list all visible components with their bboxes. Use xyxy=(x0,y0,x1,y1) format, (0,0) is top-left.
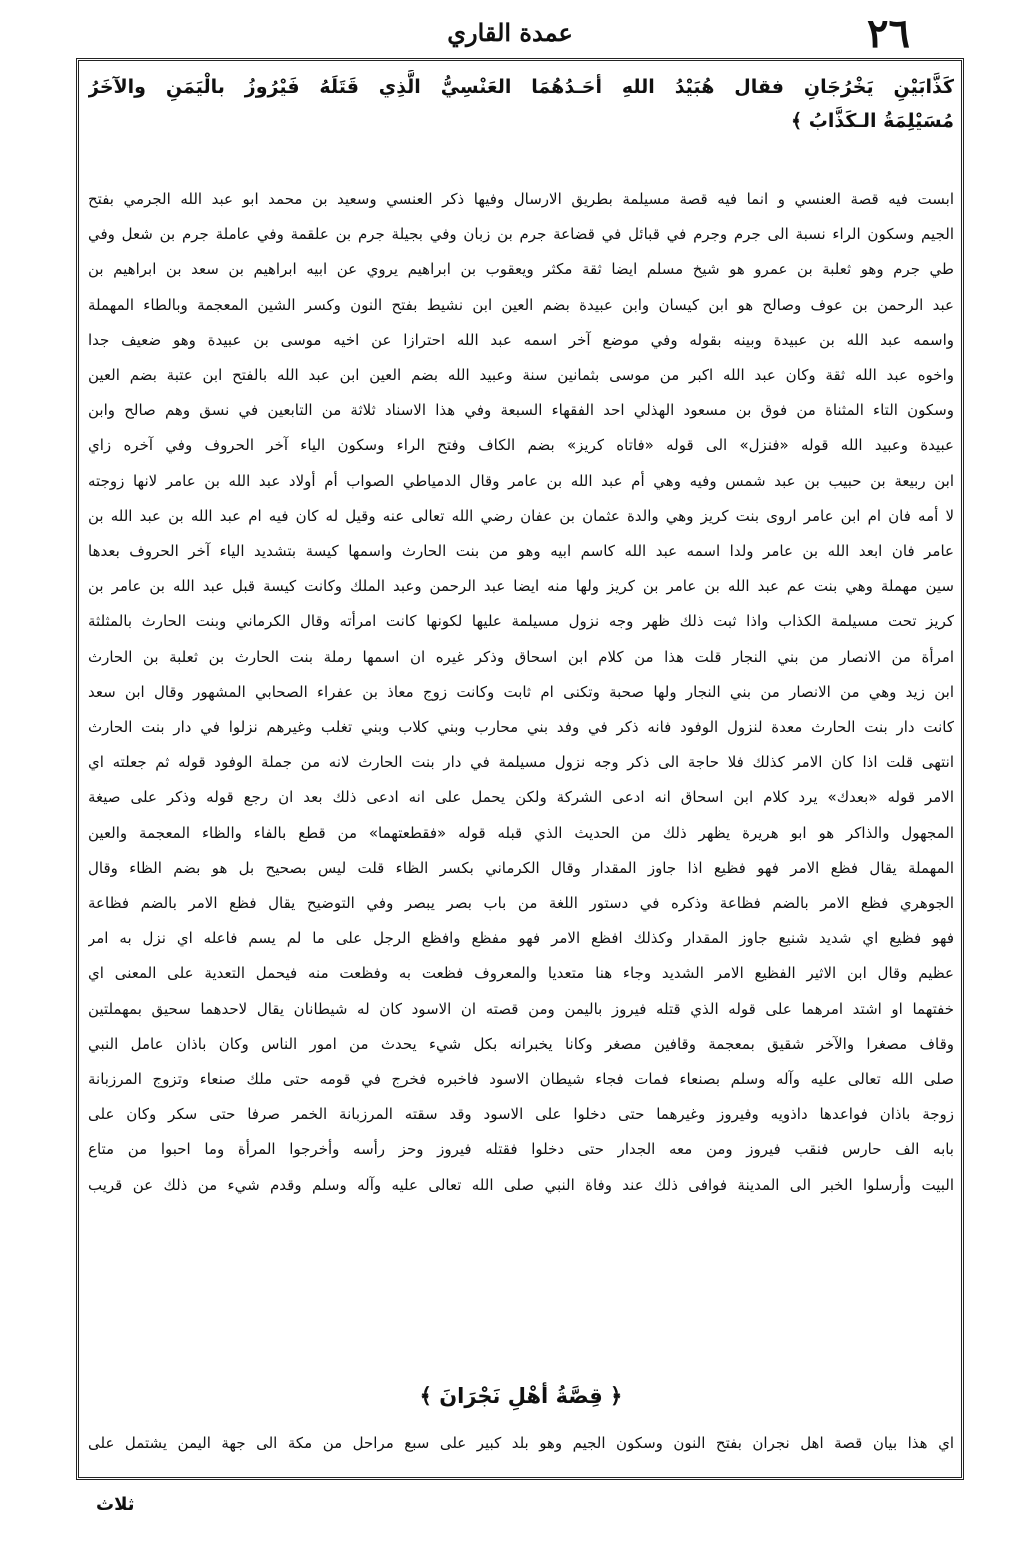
commentary-line: لا أمه فان ام ابن عامر اروى بنت كريز وهي والدة عثمان بن عفان رضي الله تعالى عنه وقيل له كان فيه ام عبد الله بن عبد الله بن xyxy=(88,506,954,525)
commentary-line: صلى الله تعالى عليه وآله وسلم بصنعاء فمات فجاء شيطان الاسود فاخبره فخرج في قومه حتى ملك صنعاء وتزوج المرزبانة xyxy=(88,1070,954,1089)
commentary-line: وسكون التاء المثناة من فوق بن مسعود الهذلي احد الفقهاء السبعة وفي هذا الاسناد ثلاثة من التابعين في نسق وهم صالح وابن xyxy=(88,401,954,420)
commentary-line: الجوهري فظع الامر بالضم فظاعة وذكره في دستور اللغة من باب بصر يبصر وفي التوضيح يقال فظع الامر بالضم فظاعة xyxy=(88,894,954,913)
commentary-line: عبيدة وعبيد الله قوله «فنزل» الى قوله «فاتاه كريز» بضم الكاف وفتح الراء وسكون الياء آخر الحروف وفي آخره زاي xyxy=(88,436,954,455)
commentary-line: ابن زيد وهي من الانصار من بني النجار ولها صحبة وتكنى ام ثابت وكانت زوج معاذ بن عفراء الصحابي المشهور وقال ابن سعد xyxy=(88,682,954,701)
section-line: اي هذا بيان قصة اهل نجران بفتح النون وسكون الجيم وهو بلد كبير على سبع مراحل من مكة الى جهة اليمن يشتمل على xyxy=(88,1434,954,1452)
section-heading: ﴿ قِصَّةُ أهْلِ نَجْرَانَ ﴾ xyxy=(419,1384,623,1408)
commentary-line: عبد الرحمن بن عوف وصالح هو ابن كيسان وابن عبيدة بضم العين ابن نشيط بفتح النون وكسر الشين المعجمة وبالطاء المهملة xyxy=(88,295,954,314)
commentary-line: ابن ربيعة بن حبيب بن عبد شمس وفيه وهي أم عبد الله بن عامر وقال الدمياطي الصواب أم أولاد عبد الله بن عامر لانها زوجته xyxy=(88,471,954,490)
commentary-line: عظيم وقال ابن الاثير الفظيع الامر الشديد وجاء هنا متعديا والمعروف فظعت به وفظعت منه فيحمل التعدية على المعنى اي xyxy=(88,964,954,983)
commentary-line: وقاف مصغرا والآخر شقيق بمعجمة وقافين مصغر وكانا يخبرانه بكل شيء يحدث من امور الناس وكان باذان عامل النبي xyxy=(88,1034,954,1053)
page-number: ٢٦ xyxy=(867,10,910,57)
running-head: عمدة القاري xyxy=(447,18,573,47)
commentary-line: بابه الف حارس فنقب فيروز ومن معه الجدار حتى دخلوا فقتله فيروز وحز رأسه وأخرجوا المرأة وما احبوا من متاع xyxy=(88,1140,954,1159)
hadith-line: كَذَّابَيْنِ يَخْرُجَانِ فقال هُبَيْدُ اللهِ أحَـدُهُمَا العَنْسِيُّ الَّذِي قَتَلَهُ فَيْرُوزُ بالْيَمَنِ والآخَرُ xyxy=(88,76,954,98)
commentary-line: الامر قوله «بعدك» يرد كلام ابن اسحاق انه ادعى الشركة ولكن يحمل على انه ادعى ذلك بعد ان رجع قوله وذكر على صيغة xyxy=(88,788,954,807)
commentary-line: كريز تحت مسيلمة الكذاب واذا ثبت ذلك ظهر وجه نزول مسيلمة عليها لكونها كانت امرأته وقال الكرماني وبنت الحارث بالمثلثة xyxy=(88,612,954,631)
commentary xyxy=(88,182,954,1203)
commentary-line: واخوه عبد الله ثقة وكان عبد الله اكبر من موسى بثمانين سنة وعبيد الله بضم العين ابن عبد الله بالفتح ابن عتبة بضم العين xyxy=(88,366,954,385)
commentary-line: سين مهملة وهي بنت عم عبد الله بن عامر بن كريز ولها منه ايضا عبد الرحمن وعبد الملك وكانت كيسة قبل عبد الله بن عامر بن xyxy=(88,577,954,596)
commentary-line: عامر فان ابعد الله بن عامر ولدا اسمه عبد الله كاسم ابيه وهو من بنت الحارث واسمها كيسة بتشديد الياء آخر الحروف بعدها xyxy=(88,542,954,561)
commentary-line: كانت دار بنت الحارث معدة لنزول الوفود فانه ذكر في وفد بني محارب وبني كلاب وبني تغلب وغيرهم نزلوا في دار بنت الحارث xyxy=(88,718,954,737)
commentary-line: المهملة يقال فظع الامر فهو فظيع اذا جاوز المقدار وقال الكرماني بكسر الظاء قلت ليس بصحيح بل هو بضم الظاء وقال xyxy=(88,858,954,877)
commentary-line: زوجة باذان فواعدها داذويه وفيروز وغيرهما حتى دخلوا على الاسود وقد سقته المرزبانة الخمر صرفا حتى سكر وكان على xyxy=(88,1105,954,1124)
commentary-line: ابست فيه قصة العنسي و انما فيه قصة مسيلمة بطريق الارسال وفيها ذكر العنسي وسعيد بن محمد ابو عبد الله الجرمي بفتح xyxy=(88,190,954,208)
commentary-line: البيت وأرسلوا الخبر الى المدينة فوافى ذلك عند وفاة النبي صلى الله تعالى عليه وآله وسلم وقدم شيء من ذلك عن قريب xyxy=(88,1175,954,1194)
commentary-line: المجهول والذاكر هو ابو هريرة يظهر ذلك من الحديث الذي قبله قوله «فقطعتهما» من قطع بالفاء والظاء المعجمة والعين xyxy=(88,823,954,842)
commentary-line: واسمه عبد الله بن عبيدة وبينه بقوله وفي موضع آخر اسمه عبد الله احترازا عن اخيه موسى بن عبيدة وهو ضعيف جدا xyxy=(88,330,954,349)
commentary-line: امرأة من الانصار من بني النجار قلت هذا من كلام ابن اسحاق وذكر غيره ان اسمها رملة بنت الحارث بن ثعلبة بن الحارث xyxy=(88,647,954,666)
hadith-line: مُسَيْلِمَةُ الـكَذَّابُ ﴾ xyxy=(790,110,954,132)
commentary-line: طي جرم وهو ثعلبة بن عمرو هو شيخ مسلم ايضا ثقة مكثر ويعقوب بن ابراهيم يروي عن ابيه ابراهيم بن سعد بن ابراهيم بن xyxy=(88,260,954,279)
commentary-line: انتهى قلت اذا كان الامر كذلك فلا حاجة الى ذكر وجه نزول مسيلمة في دار بنت الحارث لانه من جملة الوفود قوله ثم جعلته اي xyxy=(88,753,954,772)
commentary-line: فهو فظيع اي شديد شنيع جاوز المقدار وكذلك افظع الامر فهو مفظع وافظع الرجل على ما لم يسم فاعله اي نزل به امر xyxy=(88,929,954,948)
section-text xyxy=(88,1426,954,1460)
hadith-text xyxy=(88,70,954,138)
page-header xyxy=(70,10,950,60)
commentary-line: الجيم وسكون الراء نسبة الى جرم وجرم في قبائل في قضاعة جرم بن زبان وفي بجيلة جرم بن علقمة وفي عاملة جرم بن شعل وفي xyxy=(88,225,954,244)
commentary-line: خفتهما او اشتد امرهما على قوله الذي قتله فيروز باليمن ومن قصته ان الاسود كان له شيطانان يقال لاحدهما سحيق بمهملتين xyxy=(88,999,954,1018)
catchword: ثلاث xyxy=(96,1494,135,1515)
